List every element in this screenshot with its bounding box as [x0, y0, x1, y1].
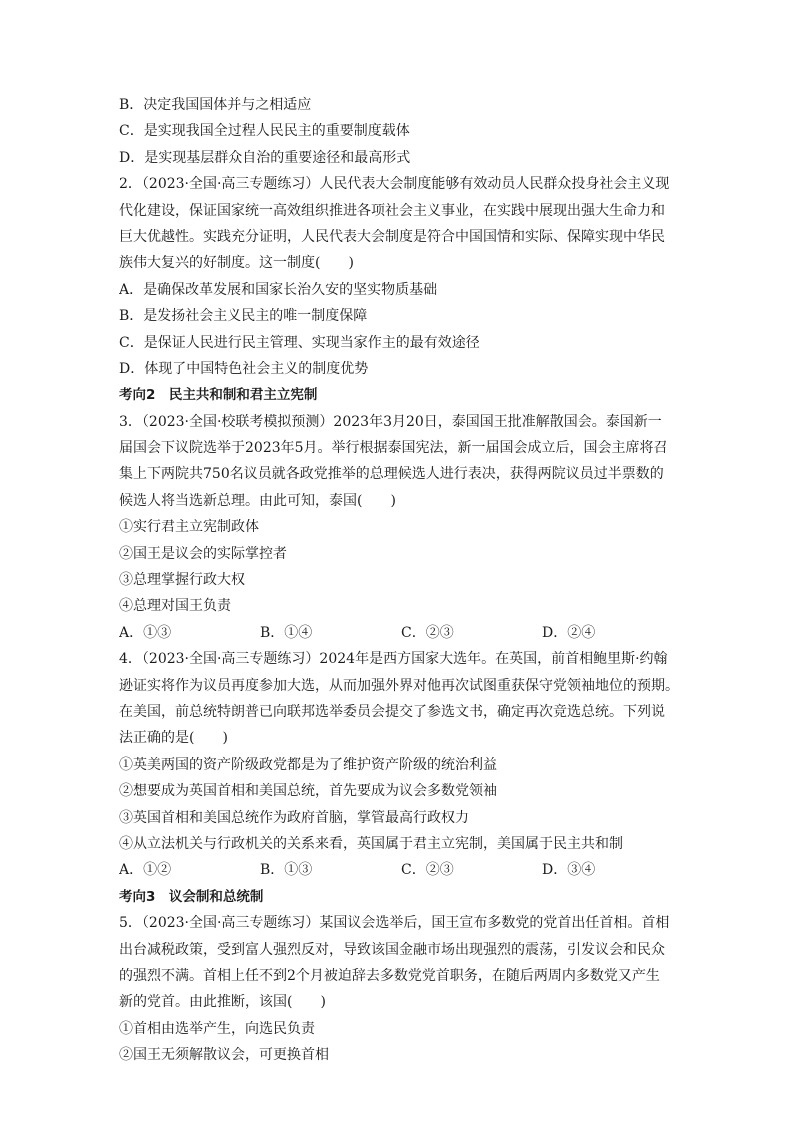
question-text-line: 族伟大复兴的好制度。这一制度( ) — [119, 255, 354, 272]
option-c: C．是保证人民进行民主管理、实现当家作主的最有效途径 — [119, 334, 480, 351]
question-text-line: 出台减税政策，受到富人强烈反对，导致该国金融市场出现强烈的震荡，引发议会和民众 — [119, 941, 665, 958]
choice-b: B．①④ — [260, 624, 313, 641]
question-5 — [119, 910, 685, 1068]
choice-d: D．②④ — [542, 624, 596, 641]
question-text-line: 新的党首。由此推断，该国( ) — [119, 994, 326, 1011]
statement: ②国王无须解散议会，可更换首相 — [119, 1047, 329, 1064]
question-text-line: 集上下两院共750名议员就各政党推举的总理候选人进行表决，获得两院议员过半票数的 — [119, 466, 664, 483]
choice-c: C．②③ — [401, 862, 454, 879]
question-2 — [119, 171, 685, 382]
answer-choices — [119, 620, 685, 646]
statement: ①实行君主立宪制政体 — [119, 519, 259, 536]
document-page — [119, 92, 685, 1068]
question-text-line: 5．（2023·全国·高三专题练习）某国议会选举后，国王宣布多数党的党首出任首相。首相 — [119, 915, 670, 932]
choice-a: A．①③ — [119, 624, 172, 641]
question-text-line: 代化建设，保证国家统一高效组织推进各项社会主义事业，在实践中展现出强大生命力和 — [119, 202, 665, 219]
option-d: D．体现了中国特色社会主义的制度优势 — [119, 360, 369, 377]
section-heading: 考向3 议会制和总统制 — [119, 888, 264, 905]
option-a: A．是确保改革发展和国家长治久安的坚实物质基础 — [119, 281, 438, 298]
question-text-line: 法正确的是( ) — [119, 730, 228, 747]
section-heading: 考向2 民主共和制和君主立宪制 — [119, 387, 318, 404]
statement: ③总理掌握行政大权 — [119, 572, 245, 589]
question-1-options — [119, 92, 685, 171]
choice-d: D．③④ — [542, 862, 596, 879]
option-d: D．是实现基层群众自治的重要途径和最高形式 — [119, 149, 411, 166]
question-text-line: 4．（2023·全国·高三专题练习）2024年是西方国家大选年。在英国，前首相鲍里斯·约翰 — [119, 651, 668, 668]
question-text-line: 巨大优越性。实践充分证明，人民代表大会制度是符合中国国情和实际、保障实现中华民 — [119, 228, 665, 245]
statement: ②想要成为英国首相和美国总统，首先要成为议会多数党领袖 — [119, 783, 497, 800]
question-text-line: 候选人将当选新总理。由此可知，泰国( ) — [119, 492, 396, 509]
question-3 — [119, 409, 685, 647]
question-text-line: 届国会下议院选举于2023年5月。举行根据泰国宪法，新一届国会成立后，国会主席将召 — [119, 440, 668, 457]
question-text-line: 逊证实将作为议员再度参加大选，从而加强外界对他再次试图重获保守党领袖地位的预期。 — [119, 677, 679, 694]
statement: ②国王是议会的实际掌控者 — [119, 545, 287, 562]
choice-c: C．②③ — [401, 624, 454, 641]
question-text-line: 2．（2023·全国·高三专题练习）人民代表大会制度能够有效动员人民群众投身社会主义现 — [119, 176, 670, 193]
answer-choices — [119, 857, 685, 883]
statement: ③英国首相和美国总统作为政府首脑，掌管最高行政权力 — [119, 809, 469, 826]
statement: ①首相由选举产生，向选民负责 — [119, 1020, 315, 1037]
statement: ①英美两国的资产阶级政党都是为了维护资产阶级的统治利益 — [119, 756, 497, 773]
choice-b: B．①③ — [260, 862, 313, 879]
choice-a: A．①② — [119, 862, 172, 879]
option-c: C．是实现我国全过程人民民主的重要制度载体 — [119, 123, 410, 140]
question-4 — [119, 646, 685, 884]
option-b: B．决定我国国体并与之相适应 — [119, 97, 312, 113]
question-text-line: 在美国，前总统特朗普已向联邦选举委员会提交了参选文书，确定再次竞选总统。下列说 — [119, 703, 665, 720]
statement: ④从立法机关与行政机关的关系来看，英国属于君主立宪制，美国属于民主共和制 — [119, 835, 623, 852]
option-b: B．是发扬社会主义民主的唯一制度保障 — [119, 308, 368, 325]
question-text-line: 3．（2023·全国·校联考模拟预测）2023年3月20日，泰国国王批准解散国会。泰国新一 — [119, 413, 662, 430]
question-text-line: 的强烈不满。首相上任不到2个月被迫辞去多数党党首职务，在随后两周内多数党又产生 — [119, 967, 660, 984]
statement: ④总理对国王负责 — [119, 598, 231, 615]
